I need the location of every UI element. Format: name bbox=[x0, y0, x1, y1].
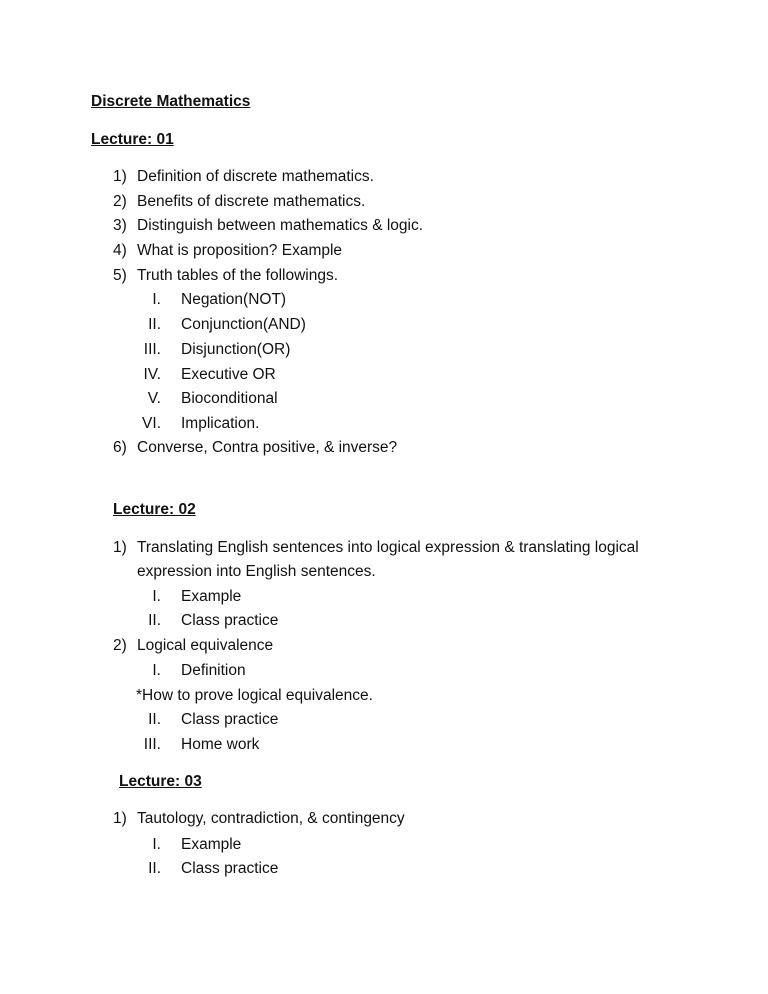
roman-numeral: I. bbox=[152, 836, 161, 853]
sub-item-text: Conjunction(AND) bbox=[181, 316, 306, 333]
item-number: 2) bbox=[113, 193, 127, 210]
roman-numeral: I. bbox=[152, 291, 161, 308]
item-number: 4) bbox=[113, 242, 127, 259]
roman-numeral: II. bbox=[148, 711, 161, 728]
roman-numeral: V. bbox=[147, 390, 161, 407]
item-text: Converse, Contra positive, & inverse? bbox=[137, 439, 398, 456]
item-number: 5) bbox=[113, 267, 127, 284]
sub-item-text: Executive OR bbox=[181, 366, 276, 383]
item-number: 6) bbox=[113, 439, 127, 456]
sub-item-text: Disjunction(OR) bbox=[181, 341, 291, 358]
sub-item-text: Implication. bbox=[181, 415, 260, 432]
item-number: 1) bbox=[113, 810, 127, 827]
item-text: Distinguish between mathematics & logic. bbox=[137, 217, 424, 234]
roman-numeral: II. bbox=[148, 316, 161, 333]
sub-item-text: Class practice bbox=[181, 612, 279, 629]
sub-item-text: Definition bbox=[181, 662, 246, 679]
sub-item-text: Home work bbox=[181, 736, 260, 753]
roman-numeral: VI. bbox=[142, 415, 161, 432]
item-number: 2) bbox=[113, 637, 127, 654]
lecture-03-heading: Lecture: 03 bbox=[119, 773, 202, 790]
item-text: Logical equivalence bbox=[137, 637, 274, 654]
sub-item-text: Class practice bbox=[181, 860, 279, 877]
sub-item-text: Bioconditional bbox=[181, 390, 278, 407]
roman-numeral: II. bbox=[148, 612, 161, 629]
document-title: Discrete Mathematics bbox=[91, 93, 251, 110]
item-text: What is proposition? Example bbox=[137, 242, 343, 259]
item-number: 1) bbox=[113, 168, 127, 185]
sub-item-text: Negation(NOT) bbox=[181, 291, 287, 308]
note-text: *How to prove logical equivalence. bbox=[136, 687, 373, 704]
roman-numeral: III. bbox=[143, 341, 161, 358]
item-text: Tautology, contradiction, & contingency bbox=[137, 810, 405, 827]
item-number: 1) bbox=[113, 539, 127, 556]
item-text: Truth tables of the followings. bbox=[137, 267, 339, 284]
roman-numeral: II. bbox=[148, 860, 161, 877]
sub-item-text: Class practice bbox=[181, 711, 279, 728]
roman-numeral: III. bbox=[143, 736, 161, 753]
item-text: Translating English sentences into logical expression & translating logical bbox=[137, 539, 639, 556]
item-text-continuation: expression into English sentences. bbox=[137, 563, 376, 580]
item-text: Definition of discrete mathematics. bbox=[137, 168, 374, 185]
item-number: 3) bbox=[113, 217, 127, 234]
sub-item-text: Example bbox=[181, 836, 242, 853]
lecture-01-heading: Lecture: 01 bbox=[91, 131, 174, 148]
lecture-02-heading: Lecture: 02 bbox=[113, 501, 196, 518]
sub-item-text: Example bbox=[181, 588, 242, 605]
item-text: Benefits of discrete mathematics. bbox=[137, 193, 366, 210]
roman-numeral: IV. bbox=[143, 366, 161, 383]
roman-numeral: I. bbox=[152, 588, 161, 605]
roman-numeral: I. bbox=[152, 662, 161, 679]
